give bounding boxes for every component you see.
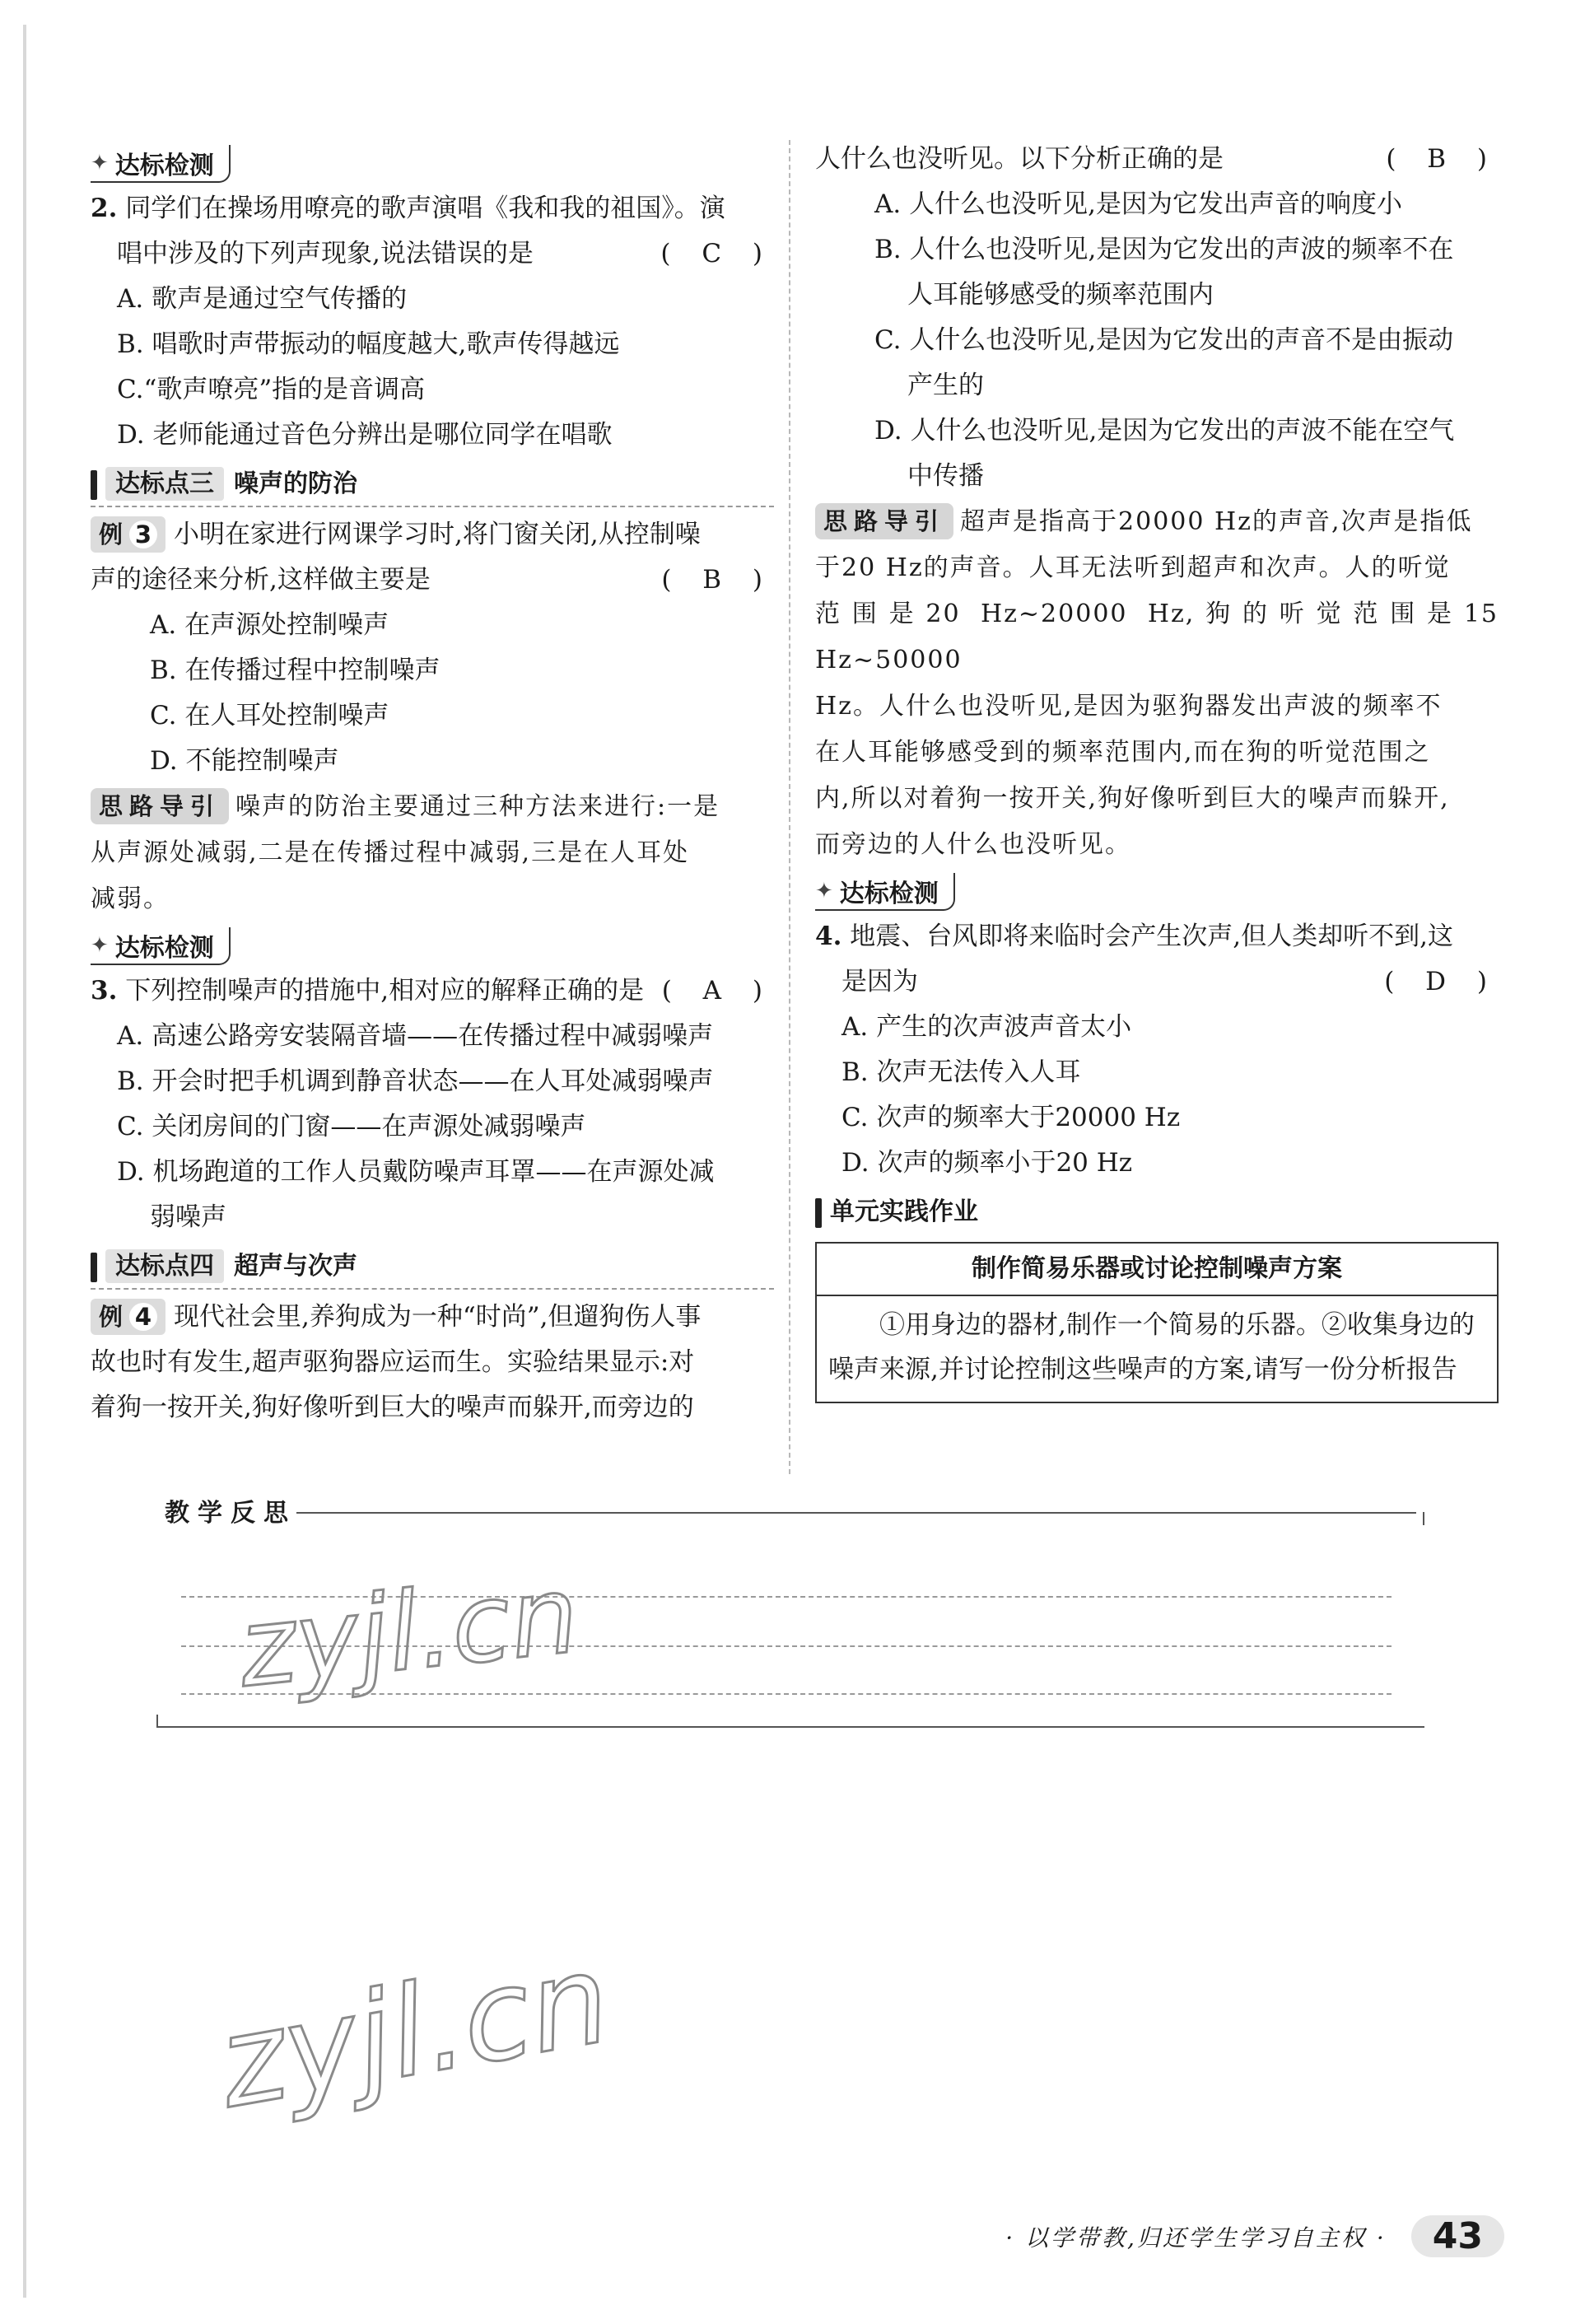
- option: A. 在声源处控制噪声: [150, 610, 389, 640]
- option: C.“歌声嘹亮”指的是音调高: [117, 375, 426, 404]
- option: D. 机场跑道的工作人员戴防噪声耳罩——在声源处减: [117, 1157, 715, 1187]
- option: D. 不能控制噪声: [150, 746, 339, 776]
- example-label: 例 4: [91, 1299, 165, 1335]
- page-edge-shadow: [23, 25, 26, 2298]
- check-badge: ✦ 达标检测: [815, 873, 955, 911]
- option: D. 次声的频率小于20 Hz: [841, 1148, 1133, 1178]
- option: D. 老师能通过音色分辨出是哪位同学在唱歌: [117, 420, 613, 450]
- option: A. 人什么也没听见,是因为它发出声音的响度小: [874, 189, 1402, 219]
- task-title: 制作简易乐器或讨论控制噪声方案: [817, 1244, 1497, 1296]
- column-divider: [789, 140, 790, 1474]
- option: B. 唱歌时声带振动的幅度越大,歌声传得越远: [117, 329, 620, 359]
- option: D. 人什么也没听见,是因为它发出的声波不能在空气: [874, 416, 1455, 446]
- question-2: 2. 同学们在操场用嘹亮的歌声演唱《我和我的祖国》。演 唱中涉及的下列声现象,说法错误的是 ( C ) A. 歌声是通过空气传播的 B. 唱歌时声带振动的幅度越大,歌声传得越远 C.“歌声嘹亮”指的是音调高 D. 老师能通过音色分辨出是哪位同学在唱歌: [91, 186, 774, 458]
- option: C. 在人耳处控制噪声: [150, 701, 389, 730]
- check-badge: ✦ 达标检测: [91, 145, 231, 183]
- star-icon: ✦: [815, 879, 833, 903]
- page-footer: [1005, 2215, 1504, 2257]
- watermark: zyjl.cn: [233, 1551, 585, 1712]
- right-column: [815, 140, 1499, 1403]
- answer: ( A ): [661, 976, 774, 1006]
- option: A. 产生的次声波声音太小: [841, 1012, 1132, 1042]
- practice-heading: 单元实践作业: [815, 1191, 1499, 1234]
- option: A. 歌声是通过空气传播的: [117, 284, 408, 314]
- hint-block: 思路导引 噪声的防治主要通过三种方法来进行:一是 从声源处减弱,二是在传播过程中减弱,三是在人耳处 减弱。: [91, 784, 774, 922]
- option: C. 次声的频率大于20000 Hz: [841, 1103, 1181, 1132]
- option: C. 关闭房间的门窗——在声源处减弱噪声: [117, 1112, 586, 1141]
- example-3: 例 3 小明在家进行网课学习时,将门窗关闭,从控制噪 声的途径来分析,这样做主要是 ( B ) A. 在声源处控制噪声 B. 在传播过程中控制噪声 C. 在人耳处控制噪声 D. 不能控制噪声: [91, 512, 774, 784]
- answer: ( B ): [1386, 144, 1499, 174]
- star-icon: ✦: [91, 151, 109, 175]
- option: C. 人什么也没听见,是因为它发出的声音不是由振动: [874, 325, 1454, 355]
- example-4: 例 4 现代社会里,养狗成为一种“时尚”,但遛狗伤人事 故也时有发生,超声驱狗器应运而生。实验结果显示:对 着狗一按开关,狗好像听到巨大的噪声而躲开,而旁边的: [91, 1295, 774, 1430]
- task-box: [815, 1242, 1499, 1403]
- section-heading: 达标点三 噪声的防治: [91, 463, 774, 507]
- watermark: zyjl.cn: [208, 1926, 620, 2137]
- option: B. 人什么也没听见,是因为它发出的声波的频率不在: [874, 235, 1454, 264]
- question-3: 3. 下列控制噪声的措施中,相对应的解释正确的是 ( A ) A. 高速公路旁安装隔音墙——在传播过程中减弱噪声 B. 开会时把手机调到静音状态——在人耳处减弱噪声 C. 关闭房间的门窗——在声源处减弱噪声 D. 机场跑道的工作人员戴防噪声耳罩——在声源处减 弱噪声: [91, 968, 774, 1240]
- example-label: 例 3: [91, 516, 165, 553]
- page-number: 43: [1411, 2215, 1504, 2257]
- question-4: 4. 地震、台风即将来临时会产生次声,但人类却听不到,这 是因为 ( D ) A. 产生的次声波声音太小 B. 次声无法传入人耳 C. 次声的频率大于20000 Hz D. 次声的频率小于20 Hz: [815, 914, 1499, 1186]
- option: B. 次声无法传入人耳: [841, 1057, 1081, 1087]
- hint-block: 思路导引 超声是指高于20000 Hz的声音,次声是指低 于20 Hz的声音。人耳无法听到超声和次声。人的听觉 范围是20 Hz~20000 Hz,狗的听觉范围是15 Hz~50000 Hz。人什么也没听见,是因为驱狗器发出声波的频率不 在人耳能够感受到的频率范围内,而在狗的听觉范围之 内,所以对着狗一按开关,狗好像听到巨大的噪声而躲开, 而旁边的人什么也没听见。: [815, 499, 1499, 868]
- reflection-title: 教学反思: [165, 1499, 296, 1528]
- check-badge: ✦ 达标检测: [91, 927, 231, 965]
- option: B. 开会时把手机调到静音状态——在人耳处减弱噪声: [117, 1066, 714, 1096]
- answer: ( B ): [661, 565, 774, 595]
- footer-motto: · 以学带教,归还学生学习自主权 ·: [1005, 2224, 1387, 2252]
- answer: ( C ): [660, 239, 774, 268]
- hint-label: 思路导引: [91, 788, 229, 824]
- answer: ( D ): [1384, 967, 1499, 996]
- example-4-continued: 人什么也没听见。以下分析正确的是 ( B ) A. 人什么也没听见,是因为它发出声音的响度小 B. 人什么也没听见,是因为它发出的声波的频率不在 人耳能够感受的频率范围内 C. 人什么也没听见,是因为它发出的声音不是由振动 产生的 D. 人什么也没听见,是因为它发出的声波不能在空气 中传播: [815, 137, 1499, 499]
- task-body: ①用身边的器材,制作一个简易的乐器。②收集身边的噪声来源,并讨论控制这些噪声的方案,请写一份分析报告: [828, 1310, 1475, 1384]
- star-icon: ✦: [91, 933, 109, 958]
- section-heading: 达标点四 超声与次声: [91, 1245, 774, 1290]
- left-column: [91, 140, 774, 1430]
- option: A. 高速公路旁安装隔音墙——在传播过程中减弱噪声: [117, 1021, 714, 1051]
- option: B. 在传播过程中控制噪声: [150, 656, 441, 685]
- hint-label: 思路导引: [815, 503, 953, 539]
